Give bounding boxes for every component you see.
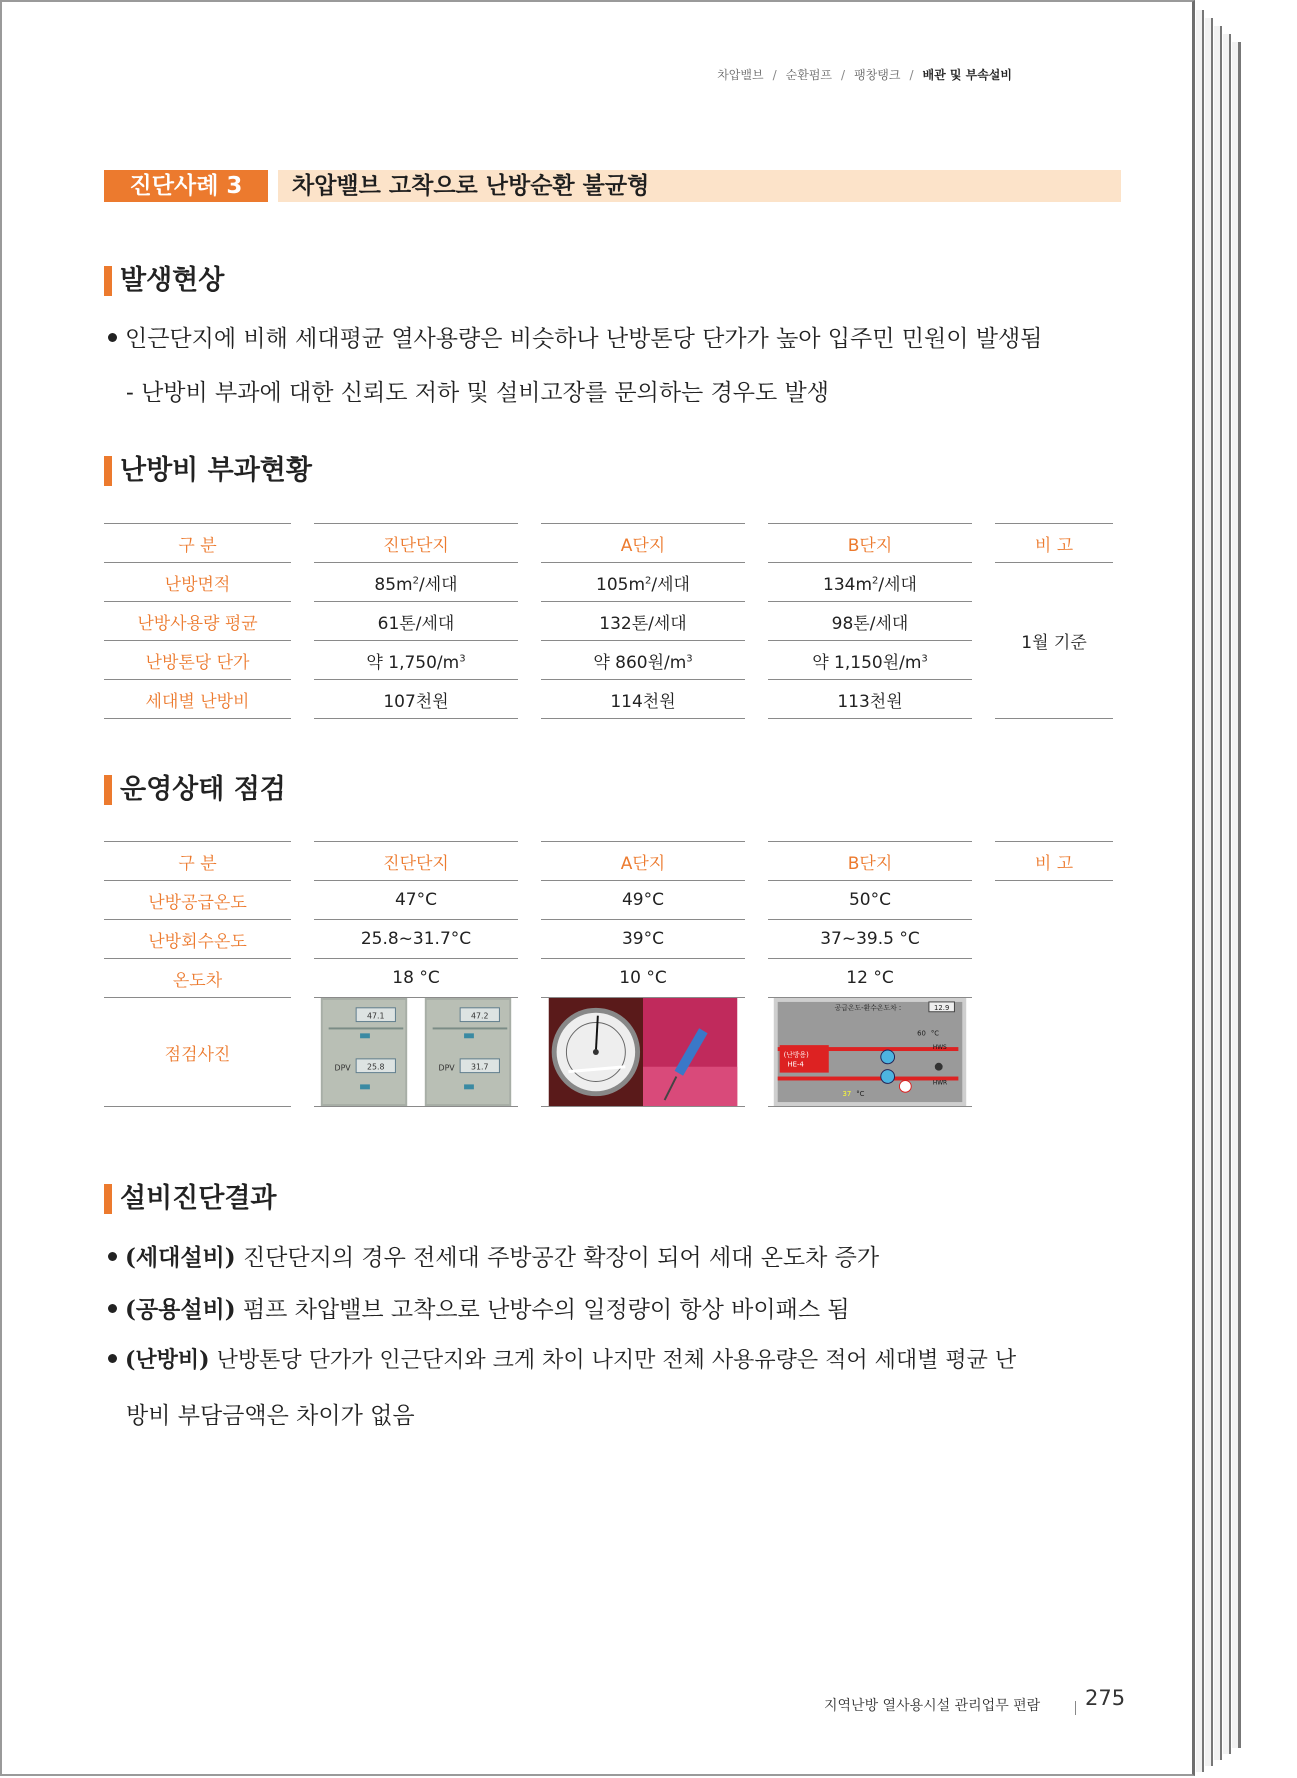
page-stack-edge [1214, 26, 1222, 1760]
section-marker [104, 775, 112, 805]
row-label: 점검사진 [104, 998, 291, 1107]
footer-divider [1075, 1701, 1076, 1715]
bullet-icon [108, 333, 117, 342]
section-heading-billing: 난방비 부과현황 [104, 454, 312, 488]
table-header: 비 고 [995, 841, 1113, 881]
photo-cell [768, 998, 972, 1107]
table-cell: 39°C [541, 920, 745, 959]
table-row [104, 641, 1113, 680]
page-stack-edge [1205, 18, 1213, 1766]
svg-text:47.2: 47.2 [470, 1011, 489, 1021]
svg-text:HE-4: HE-4 [787, 1060, 804, 1069]
svg-text:(난방용): (난방용) [783, 1050, 809, 1059]
page-number: 275 [1085, 1686, 1126, 1710]
table-row [104, 680, 1113, 719]
case-header [104, 170, 1121, 202]
diagnosis-item: (세대설비) 진단단지의 경우 전세대 주방공간 확장이 되어 세대 온도차 증가 [108, 1239, 879, 1272]
breadcrumb-current: 배관 및 부속설비 [922, 68, 1012, 82]
table-header: 구 분 [104, 841, 291, 881]
svg-text:DPV: DPV [438, 1063, 455, 1073]
table-cell: 10 °C [541, 959, 745, 998]
case-title: 차압밸브 고착으로 난방순환 불균형 [278, 170, 1121, 202]
scada-screen-photo [772, 998, 968, 1106]
table-header: 비 고 [995, 523, 1113, 563]
photo-cell [541, 998, 745, 1107]
svg-text:12.9: 12.9 [934, 1003, 950, 1012]
table-cell: 98톤/세대 [768, 602, 972, 641]
table-cell: $105m^2/$세대 [541, 563, 745, 602]
thermometer-photo [547, 998, 739, 1106]
svg-text:25.8: 25.8 [367, 1062, 385, 1072]
table-cell: 25.8~31.7°C [314, 920, 518, 959]
diagnosis-item-continued: 방비 부담금액은 차이가 없음 [126, 1403, 415, 1429]
row-label: 난방톤당 단가 [104, 641, 291, 680]
bullet-icon [108, 1354, 117, 1363]
table-header: 구 분 [104, 523, 291, 563]
section-heading-diagnosis: 설비진단결과 [104, 1182, 277, 1216]
table-header-row [104, 841, 1113, 881]
table-cell: 37~39.5 °C [768, 920, 972, 959]
table-header: 진단단지 [314, 523, 518, 563]
footer-book-title: 지역난방 열사용시설 관리업무 편람 [824, 1698, 1041, 1714]
dpv-panel-photo-2 [424, 998, 512, 1106]
table-cell: $85m^2/$세대 [314, 563, 518, 602]
section-heading-occurrence: 발생현상 [104, 264, 224, 298]
table-cell: 114천원 [541, 680, 745, 719]
table-cell: 47°C [314, 881, 518, 920]
row-label: 난방사용량 평균 [104, 602, 291, 641]
row-label: 온도차 [104, 959, 291, 998]
table-row [104, 563, 1113, 602]
diagnosis-item: (공용설비) 펌프 차압밸브 고착으로 난방수의 일정량이 항상 바이패스 됨 [108, 1291, 850, 1324]
table-cell: 113천원 [768, 680, 972, 719]
table-row [104, 959, 1113, 998]
table-cell: 약 860원$/m^3$ [541, 641, 745, 680]
table-row [104, 881, 1113, 920]
bullet-icon [108, 1304, 117, 1313]
table-header: A단지 [541, 841, 745, 881]
section-marker [104, 1184, 112, 1214]
row-label: 난방면적 [104, 563, 291, 602]
diagnosis-item: (난방비) 난방톤당 단가가 인근단지와 크게 차이 나지만 전체 사용유량은 적어 세대별 평균 난 [108, 1343, 1016, 1374]
svg-text:HWS: HWS [932, 1045, 947, 1052]
note-cell: 1월 기준 [995, 563, 1113, 719]
svg-text:HWR: HWR [932, 1080, 948, 1087]
breadcrumb: 차압밸브 / 순환펌프 / 팽창탱크 / 배관 및 부속설비 [717, 68, 1012, 82]
photo-cell [314, 998, 518, 1107]
section-marker [104, 266, 112, 296]
svg-text:37: 37 [842, 1090, 852, 1099]
occurrence-bullet: 인근단지에 비해 세대평균 열사용량은 비슷하나 난방톤당 단가가 높아 입주민 민원이 발생됨 [108, 320, 1042, 353]
row-label: 세대별 난방비 [104, 680, 291, 719]
section-marker [104, 456, 112, 486]
table-header: B단지 [768, 841, 972, 881]
svg-text:DPV: DPV [334, 1063, 351, 1073]
page-stack-edge [1232, 42, 1241, 1748]
svg-text:31.7: 31.7 [470, 1062, 489, 1072]
svg-text:47.1: 47.1 [367, 1011, 385, 1021]
section-heading-operation: 운영상태 점검 [104, 773, 286, 807]
breadcrumb-item[interactable]: 순환펌프 [785, 68, 833, 82]
table-header-row [104, 523, 1113, 563]
svg-text:°C: °C [930, 1029, 940, 1038]
row-label: 난방회수온도 [104, 920, 291, 959]
note-cell [995, 881, 1113, 1107]
table-cell: 132톤/세대 [541, 602, 745, 641]
svg-text:°C: °C [856, 1090, 865, 1099]
row-label: 난방공급온도 [104, 881, 291, 920]
breadcrumb-item[interactable]: 팽창탱크 [854, 68, 901, 82]
dpv-panel-photo-1 [320, 998, 408, 1106]
table-row-photos [104, 998, 1113, 1107]
page-stack-edge [1223, 34, 1231, 1754]
billing-table [104, 523, 1113, 719]
table-cell: 50°C [768, 881, 972, 920]
table-cell: 약 $1,750/m^3$ [314, 641, 518, 680]
table-header: 진단단지 [314, 841, 518, 881]
svg-text:공급온도-환수온도차 :: 공급온도-환수온도차 : [834, 1003, 902, 1012]
table-cell: 61톤/세대 [314, 602, 518, 641]
page-stack-edge [1196, 10, 1204, 1772]
table-cell: 107천원 [314, 680, 518, 719]
breadcrumb-item[interactable]: 차압밸브 [717, 68, 764, 82]
table-cell: 18 °C [314, 959, 518, 998]
table-cell: 약 1,150원$/m^3$ [768, 641, 972, 680]
table-row [104, 920, 1113, 959]
occurrence-sub: - 난방비 부과에 대한 신뢰도 저하 및 설비고장를 문의하는 경우도 발생 [126, 380, 829, 406]
table-cell: $134m^2/$세대 [768, 563, 972, 602]
table-header: A단지 [541, 523, 745, 563]
table-cell: 12 °C [768, 959, 972, 998]
table-row [104, 602, 1113, 641]
svg-text:60: 60 [917, 1029, 926, 1038]
operation-table [104, 841, 1113, 1107]
table-header: B단지 [768, 523, 972, 563]
table-cell: 49°C [541, 881, 745, 920]
case-tag: 진단사례 3 [104, 170, 268, 202]
bullet-icon [108, 1252, 117, 1261]
